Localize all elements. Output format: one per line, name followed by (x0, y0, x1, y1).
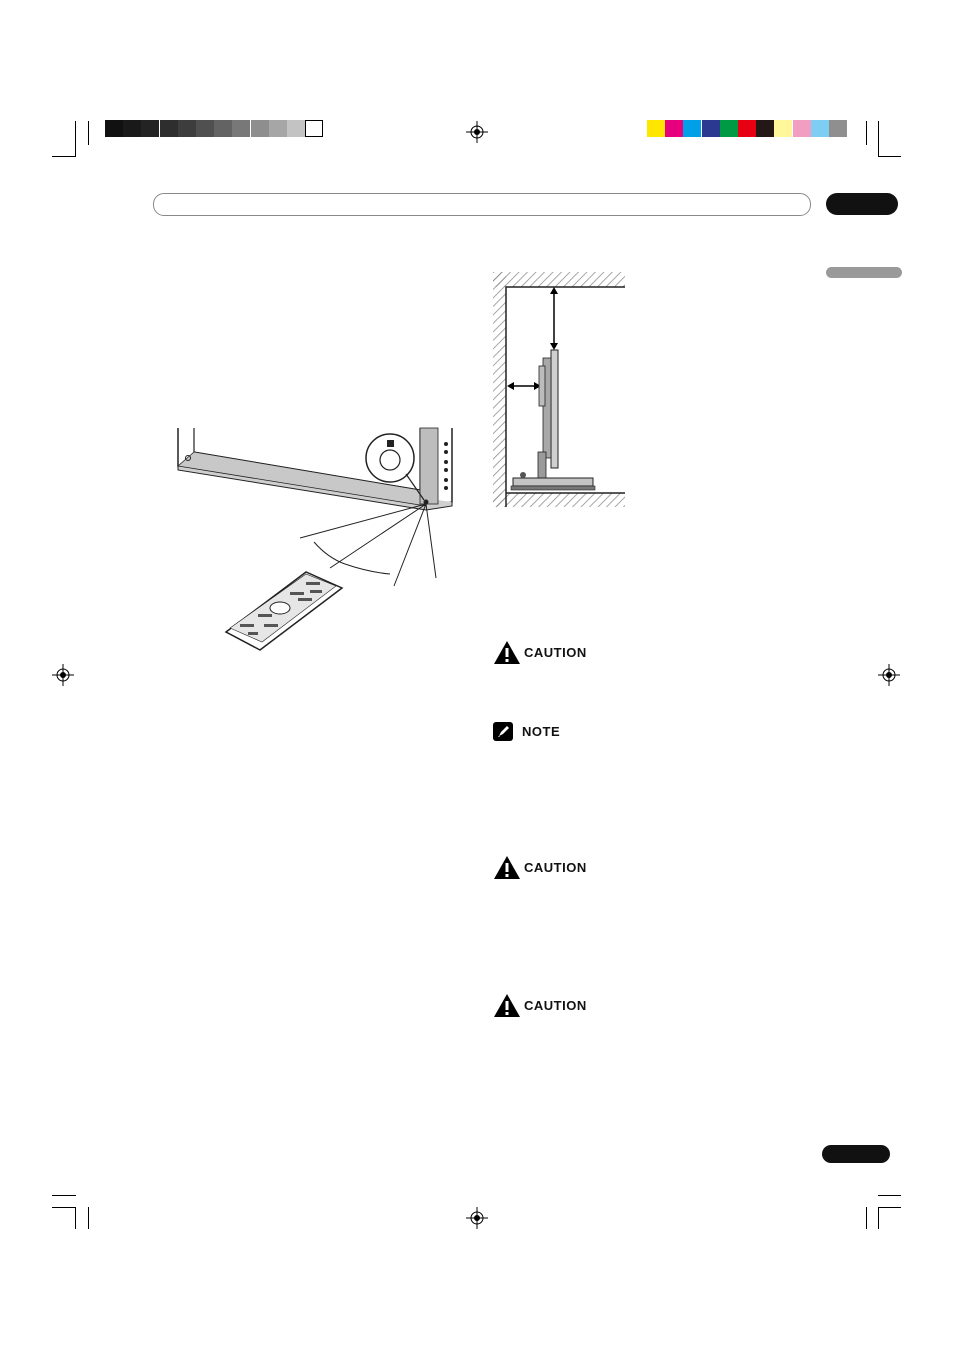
crop-mark (878, 1195, 901, 1196)
color-swatch (287, 120, 305, 137)
color-swatch (793, 120, 811, 137)
crop-mark (866, 1207, 867, 1229)
warning-triangle-icon (494, 641, 520, 664)
remote-sensor-illustration (170, 418, 460, 658)
color-swatch (756, 120, 774, 137)
note-pencil-icon (493, 722, 513, 741)
warning-triangle-icon (494, 856, 520, 879)
color-swatch (141, 120, 159, 137)
note-label: NOTE (522, 724, 561, 739)
color-swatch (305, 120, 323, 137)
left-right-arrow-icon (507, 382, 541, 390)
color-swatch (178, 120, 196, 137)
crop-mark (52, 156, 76, 157)
remote-control-icon (226, 572, 342, 650)
color-swatch (720, 120, 738, 137)
color-swatch (647, 120, 665, 137)
chapter-number-tab (826, 193, 898, 215)
language-tab (826, 267, 902, 278)
color-swatch (269, 120, 287, 137)
crop-mark (878, 1207, 879, 1229)
crop-mark (52, 1195, 76, 1196)
color-swatch (123, 120, 141, 137)
registration-mark-icon (466, 121, 488, 143)
clearance-illustration (493, 272, 625, 507)
crop-mark (866, 121, 867, 145)
registration-mark-icon (878, 664, 900, 686)
crop-mark (878, 156, 901, 157)
crop-mark (75, 1207, 76, 1229)
plasma-display-icon (178, 428, 452, 510)
color-swatch (738, 120, 756, 137)
warning-triangle-icon (494, 994, 520, 1017)
color-swatch (160, 120, 178, 137)
caution-label: CAUTION (524, 998, 587, 1013)
plasma-display-side-icon (511, 350, 595, 490)
up-down-arrow-icon (550, 287, 558, 350)
color-swatch (251, 120, 269, 137)
crop-mark (52, 1207, 76, 1208)
registration-mark-icon (52, 664, 74, 686)
color-swatch (105, 120, 123, 137)
registration-mark-icon (466, 1207, 488, 1229)
caution-label: CAUTION (524, 645, 587, 660)
section-header-bar (153, 193, 811, 216)
crop-mark (88, 1207, 89, 1229)
color-swatch (774, 120, 792, 137)
color-swatch (232, 120, 250, 137)
crop-mark (75, 121, 76, 157)
crop-mark (878, 1207, 901, 1208)
page-number-tab (822, 1145, 890, 1163)
color-swatch (702, 120, 720, 137)
crop-mark (878, 121, 879, 157)
color-swatch (683, 120, 701, 137)
color-swatch (665, 120, 683, 137)
caution-label: CAUTION (524, 860, 587, 875)
color-swatch (811, 120, 829, 137)
color-swatch (214, 120, 232, 137)
color-swatch (196, 120, 214, 137)
crop-mark (88, 121, 89, 145)
color-swatch (829, 120, 847, 137)
